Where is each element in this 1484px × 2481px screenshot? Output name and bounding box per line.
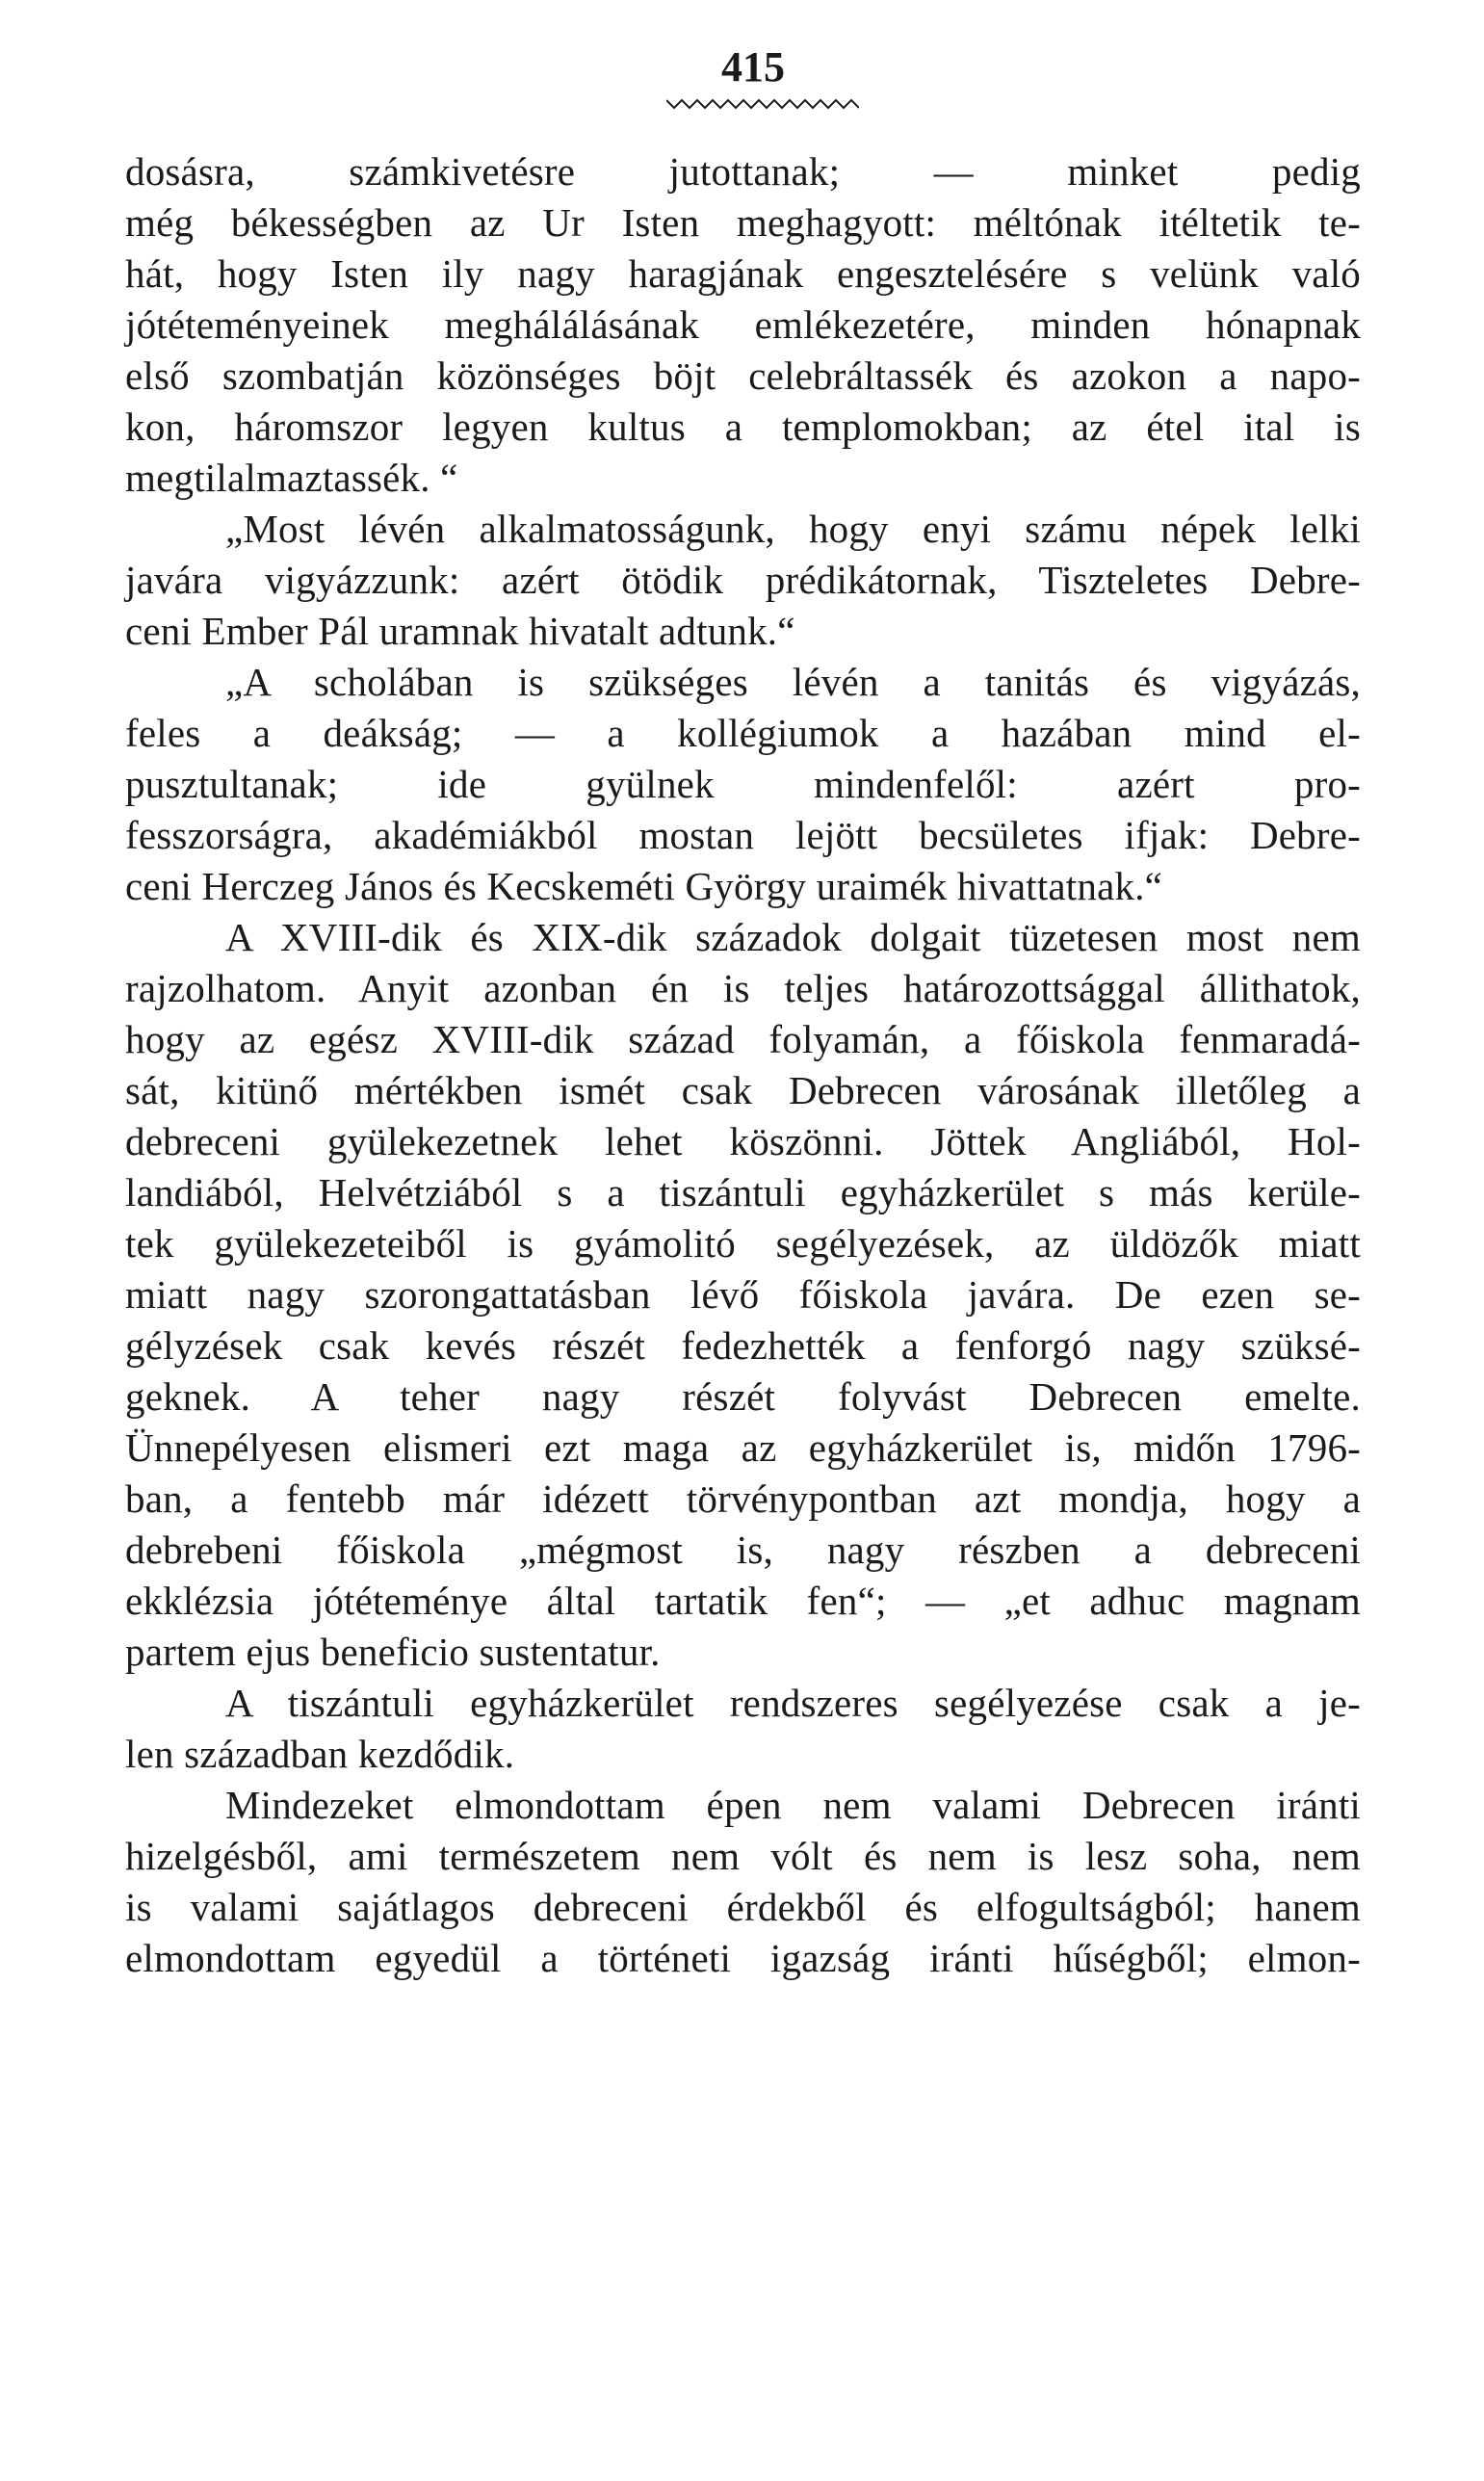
text-line: ban, a fentebb már idézett törvénypontban azt mondja, hogy a bbox=[125, 1476, 1361, 1521]
text-line: debrebeni főiskola „mégmost is, nagy részben a debreceni bbox=[125, 1528, 1361, 1572]
text-line: rajzolhatom. Anyit azonban én is teljes határozottsággal állithatok, bbox=[125, 966, 1361, 1010]
text-line: „A scholában is szükséges lévén a tanitás és vigyázás, bbox=[225, 660, 1361, 704]
body-text bbox=[125, 146, 1361, 1984]
text-line: A tiszántuli egyházkerület rendszeres segélyezése csak a je- bbox=[225, 1681, 1361, 1725]
text-line: hogy az egész XVIII-dik század folyamán, a főiskola fenmaradá- bbox=[125, 1017, 1361, 1061]
text-line: tek gyülekezeteiből is gyámolitó segélyezések, az üldözők miatt bbox=[125, 1221, 1361, 1266]
text-line: Mindezeket elmondottam épen nem valami Debrecen iránti bbox=[225, 1783, 1361, 1827]
text-line: hizelgésből, ami természetem nem vólt és nem is lesz soha, nem bbox=[125, 1834, 1361, 1878]
text-line: ceni Ember Pál uramnak hivatalt adtunk.“ bbox=[125, 609, 795, 653]
text-line: is valami sajátlagos debreceni érdekből és elfogultságból; hanem bbox=[125, 1885, 1361, 1929]
text-line: jótéteményeinek meghálálásának emlékezetére, minden hónapnak bbox=[125, 302, 1361, 347]
text-line: len században kezdődik. bbox=[125, 1732, 515, 1776]
text-line: ekklézsia jótéteménye által tartatik fen“; — „et adhuc magnam bbox=[125, 1579, 1361, 1623]
text-line: pusztultanak; ide gyülnek mindenfelől: azért pro- bbox=[125, 762, 1361, 806]
text-line: A XVIII-dik és XIX-dik századok dolgait tüzetesen most nem bbox=[225, 915, 1361, 959]
text-line: ceni Herczeg János és Kecskeméti György uraimék hivattatnak.“ bbox=[125, 864, 1163, 908]
decorative-ornament bbox=[666, 96, 859, 112]
text-line: miatt nagy szorongattatásban lévő főiskola javára. De ezen se- bbox=[125, 1272, 1361, 1317]
text-line: gélyzések csak kevés részét fedezhették a fenforgó nagy szüksé- bbox=[125, 1323, 1361, 1368]
text-line: dosásra, számkivetésre jutottanak; — minket pedig bbox=[125, 149, 1361, 194]
text-line: még békességben az Ur Isten meghagyott: méltónak itéltetik te- bbox=[125, 200, 1361, 245]
text-line: „Most lévén alkalmatosságunk, hogy enyi számu népek lelki bbox=[225, 507, 1361, 551]
text-line: partem ejus beneficio sustentatur. bbox=[125, 1630, 661, 1674]
text-line: javára vigyázzunk: azért ötödik prédikátornak, Tiszteletes Debre- bbox=[125, 558, 1361, 602]
text-line: debreceni gyülekezetnek lehet köszönni. Jöttek Angliából, Hol- bbox=[125, 1119, 1361, 1163]
text-line: első szombatján közönséges böjt celebráltassék és azokon a napo- bbox=[125, 353, 1361, 398]
text-line: hát, hogy Isten ily nagy haragjának engesztelésére s velünk való bbox=[125, 251, 1361, 296]
text-line: megtilalmaztassék. “ bbox=[125, 456, 458, 500]
text-line: elmondottam egyedül a történeti igazság iránti hűségből; elmon- bbox=[125, 1936, 1361, 1980]
text-line: fesszorságra, akadémiákból mostan lejött becsületes ifjak: Debre- bbox=[125, 813, 1361, 857]
text-line: sát, kitünő mértékben ismét csak Debrecen városának illetőleg a bbox=[125, 1068, 1361, 1112]
text-line: landiából, Helvétziából s a tiszántuli egyházkerület s más kerüle- bbox=[125, 1170, 1361, 1214]
text-line: geknek. A teher nagy részét folyvást Debrecen emelte. bbox=[125, 1374, 1361, 1419]
text-line: feles a deákság; — a kollégiumok a hazában mind el- bbox=[125, 711, 1361, 755]
text-line: kon, háromszor legyen kultus a templomokban; az étel ital is bbox=[125, 405, 1361, 449]
page-number: 415 bbox=[721, 43, 785, 91]
text-line: Ünnepélyesen elismeri ezt maga az egyházkerület is, midőn 1796- bbox=[125, 1425, 1361, 1470]
